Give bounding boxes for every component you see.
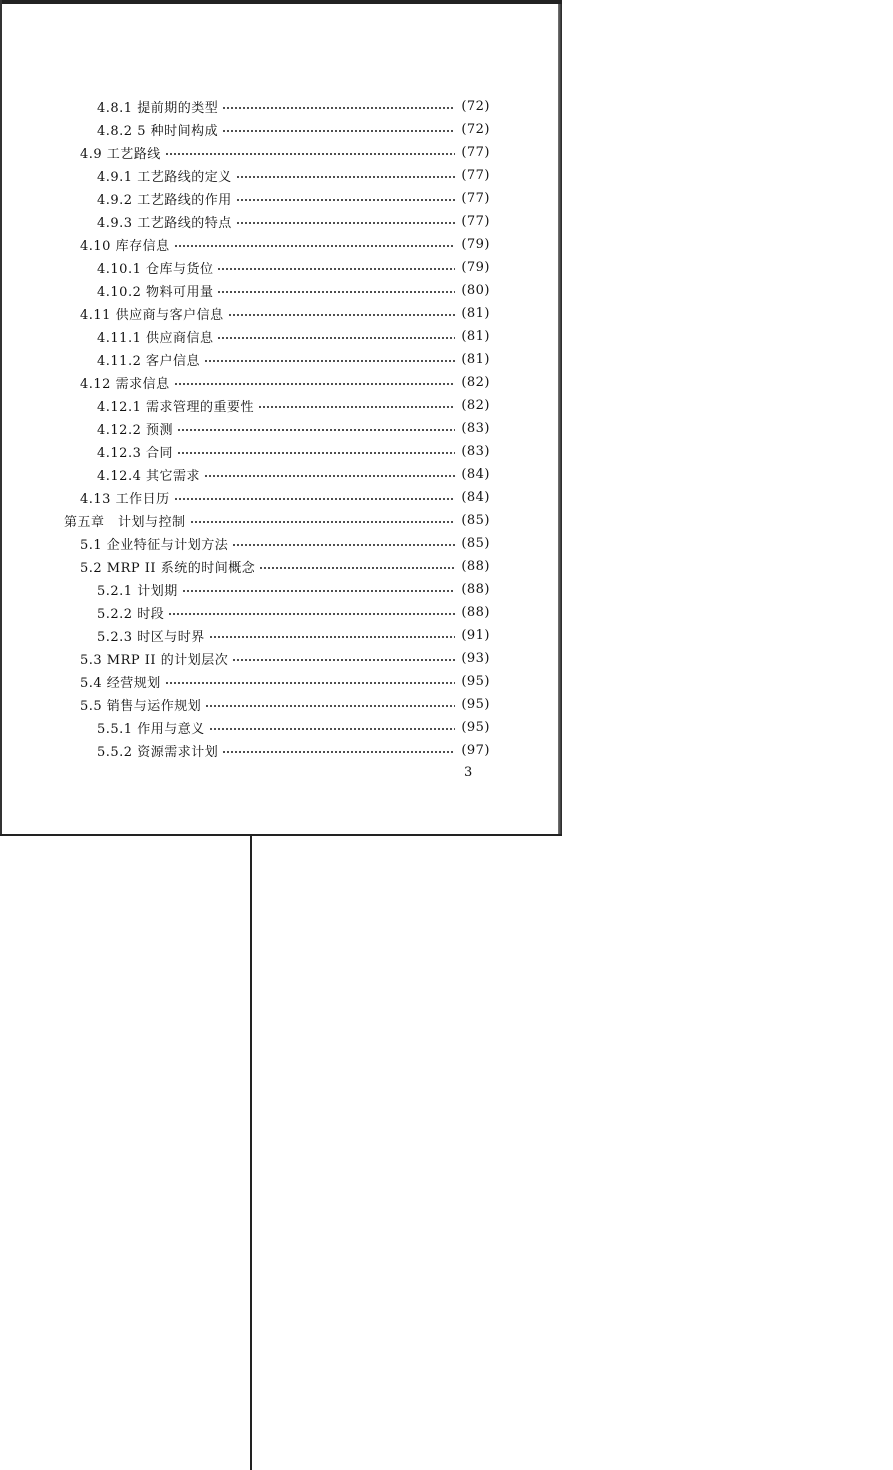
toc-entry — [97, 417, 490, 439]
toc-entry-page: (83) — [461, 420, 490, 436]
toc-entry-title: 4.12.4 其它需求 — [97, 468, 200, 484]
toc-leader-dots — [165, 670, 456, 692]
toc-leader-dots — [228, 302, 456, 324]
toc-entry-title: 5.2.3 时区与时界 — [97, 629, 205, 645]
toc-entry — [80, 693, 490, 715]
toc-entry-title: 第五章 计划与控制 — [64, 514, 186, 530]
toc-entry-title: 5.5 销售与运作规划 — [80, 698, 202, 714]
toc-entry — [97, 739, 490, 761]
toc-entry — [80, 302, 490, 324]
toc-entry-title: 4.9 工艺路线 — [80, 146, 161, 162]
toc-entry-page: (72) — [461, 98, 490, 114]
toc-entry — [97, 279, 490, 301]
toc-entry-page: (95) — [461, 719, 490, 735]
toc-entry-page: (97) — [461, 742, 490, 758]
toc-entry-page: (77) — [461, 167, 490, 183]
toc-entry-title: 4.10.1 仓库与货位 — [97, 261, 214, 277]
toc-entry-page: (80) — [461, 282, 490, 298]
toc-leader-dots — [177, 417, 455, 439]
toc-leader-dots — [209, 716, 456, 738]
toc-entry — [80, 486, 490, 508]
toc-leader-dots — [165, 141, 456, 163]
toc-entry-title: 4.8.1 提前期的类型 — [97, 100, 219, 116]
toc-entry-page: (82) — [461, 374, 490, 390]
page-bottom-border — [0, 834, 562, 836]
toc-entry-title: 4.9.2 工艺路线的作用 — [97, 192, 232, 208]
toc-entry — [97, 624, 490, 646]
toc-entry-page: (88) — [461, 604, 490, 620]
page-left-edge — [0, 0, 2, 836]
toc-entry-page: (84) — [461, 466, 490, 482]
toc-entry-page: (77) — [461, 190, 490, 206]
toc-entry-title: 4.12 需求信息 — [80, 376, 170, 392]
toc-leader-dots — [182, 578, 456, 600]
toc-leader-dots — [258, 394, 455, 416]
toc-leader-dots — [236, 210, 456, 232]
toc-entry-title: 4.10 库存信息 — [80, 238, 170, 254]
toc-entry-page: (72) — [461, 121, 490, 137]
toc-entry — [97, 325, 490, 347]
toc-entry-page: (81) — [461, 328, 490, 344]
toc-entry-page: (81) — [461, 305, 490, 321]
toc-leader-dots — [168, 601, 455, 623]
toc-entry-page: (82) — [461, 397, 490, 413]
toc-leader-dots — [204, 348, 455, 370]
toc-entry-title: 4.9.1 工艺路线的定义 — [97, 169, 232, 185]
toc-entry-page: (79) — [461, 236, 490, 252]
toc-entry-page: (95) — [461, 673, 490, 689]
toc-entry-title: 5.5.2 资源需求计划 — [97, 744, 219, 760]
toc-leader-dots — [174, 233, 456, 255]
toc-leader-dots — [190, 509, 456, 531]
page-number: 3 — [464, 765, 473, 780]
toc-entry-title: 4.12.2 预测 — [97, 422, 173, 438]
toc-entry-page: (77) — [461, 144, 490, 160]
toc-entry — [97, 716, 490, 738]
toc-entry-title: 5.3 MRP II 的计划层次 — [80, 652, 229, 668]
toc-leader-dots — [205, 693, 455, 715]
toc-leader-dots — [217, 325, 455, 347]
toc-entry-title: 5.5.1 作用与意义 — [97, 721, 205, 737]
page-top-border — [0, 0, 562, 4]
toc-leader-dots — [217, 279, 455, 301]
toc-entry — [80, 647, 490, 669]
toc-entry-page: (85) — [461, 535, 490, 551]
toc-entry-title: 4.11.1 供应商信息 — [97, 330, 214, 346]
toc-entry-title: 4.12.3 合同 — [97, 445, 173, 461]
toc-entry — [97, 348, 490, 370]
book-spine-line — [250, 836, 252, 1470]
toc-entry-title: 4.10.2 物料可用量 — [97, 284, 214, 300]
book-page — [0, 0, 560, 836]
toc-entry-page: (88) — [461, 558, 490, 574]
toc-leader-dots — [236, 164, 456, 186]
toc-entry-page: (84) — [461, 489, 490, 505]
toc-leader-dots — [204, 463, 455, 485]
toc-leader-dots — [236, 187, 456, 209]
toc-entry — [97, 187, 490, 209]
toc-entry-page: (83) — [461, 443, 490, 459]
toc-entry — [97, 578, 490, 600]
toc-entry-title: 4.9.3 工艺路线的特点 — [97, 215, 232, 231]
toc-entry — [97, 440, 490, 462]
toc-entry-title: 4.11 供应商与客户信息 — [80, 307, 224, 323]
toc-entry-page: (85) — [461, 512, 490, 528]
toc-entry — [64, 509, 490, 531]
toc-entry-page: (95) — [461, 696, 490, 712]
toc-leader-dots — [217, 256, 455, 278]
page-right-border — [558, 4, 562, 836]
toc-entry-title: 5.1 企业特征与计划方法 — [80, 537, 229, 553]
toc-entry — [97, 601, 490, 623]
toc-leader-dots — [177, 440, 455, 462]
toc-entry-title: 5.2 MRP II 系统的时间概念 — [80, 560, 256, 576]
toc-entry-title: 4.8.2 5 种时间构成 — [97, 123, 219, 139]
toc-entry-title: 5.2.1 计划期 — [97, 583, 178, 599]
toc-entry — [97, 164, 490, 186]
toc-leader-dots — [174, 371, 456, 393]
toc-entry — [80, 555, 490, 577]
toc-leader-dots — [222, 739, 455, 761]
toc-entry — [97, 463, 490, 485]
toc-entry-page: (88) — [461, 581, 490, 597]
toc-entry — [97, 118, 490, 140]
toc-leader-dots — [174, 486, 456, 508]
toc-entry-title: 4.12.1 需求管理的重要性 — [97, 399, 254, 415]
toc-entry-title: 4.13 工作日历 — [80, 491, 170, 507]
toc-leader-dots — [232, 532, 455, 554]
toc-entry-page: (79) — [461, 259, 490, 275]
toc-entry — [80, 670, 490, 692]
toc-entry-title: 5.4 经营规划 — [80, 675, 161, 691]
toc-entry — [97, 210, 490, 232]
toc-leader-dots — [222, 118, 455, 140]
toc-leader-dots — [259, 555, 455, 577]
toc-entry-page: (91) — [461, 627, 490, 643]
toc-entry — [80, 233, 490, 255]
toc-entry-page: (81) — [461, 351, 490, 367]
toc-leader-dots — [232, 647, 455, 669]
toc-entry-page: (93) — [461, 650, 490, 666]
toc-entry-title: 4.11.2 客户信息 — [97, 353, 200, 369]
toc-leader-dots — [222, 95, 455, 117]
toc-entry — [80, 371, 490, 393]
toc-entry-page: (77) — [461, 213, 490, 229]
toc-leader-dots — [209, 624, 456, 646]
toc-entry-title: 5.2.2 时段 — [97, 606, 165, 622]
toc-entry — [97, 394, 490, 416]
toc-entry — [97, 95, 490, 117]
toc-entry — [80, 141, 490, 163]
toc-entry — [97, 256, 490, 278]
toc-entry — [80, 532, 490, 554]
